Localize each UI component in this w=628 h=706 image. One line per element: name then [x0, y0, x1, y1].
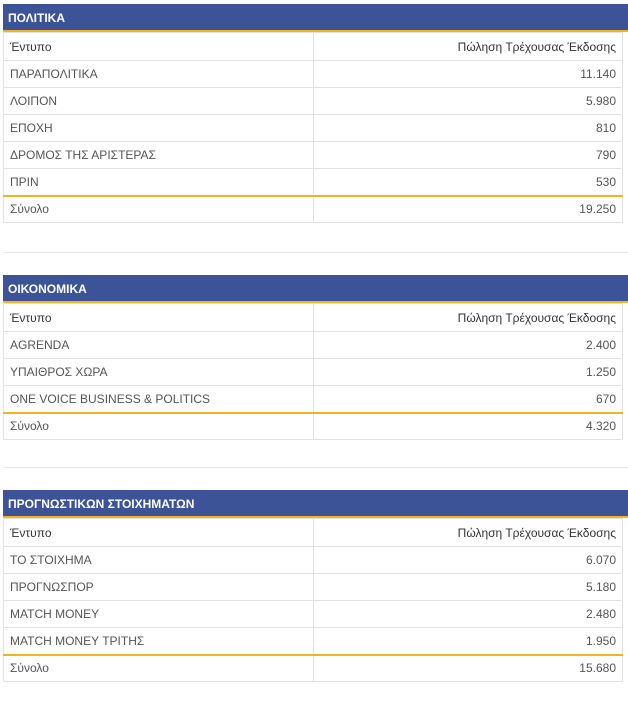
publication-name: AGRENDA [4, 332, 314, 359]
sales-table [3, 32, 623, 223]
publication-name: ΠΡΙΝ [4, 169, 314, 196]
total-label: Σύνολο [4, 655, 314, 682]
sales-value: 5.980 [314, 88, 623, 115]
total-row [4, 196, 623, 223]
table-row [4, 386, 623, 413]
publication-name: ΥΠΑΙΘΡΟΣ ΧΩΡΑ [4, 359, 314, 386]
column-header-title: Έντυπο [4, 519, 314, 547]
table-row [4, 628, 623, 655]
publication-name: ΛΟΙΠΟΝ [4, 88, 314, 115]
publication-name: ΠΡΟΓΝΩΣΠΟΡ [4, 574, 314, 601]
total-row [4, 413, 623, 440]
column-header-sales: Πώληση Τρέχουσας Έκδοσης [314, 519, 623, 547]
sales-value: 5.180 [314, 574, 623, 601]
publication-name: MATCH MONEY ΤΡΙΤΗΣ [4, 628, 314, 655]
sales-value: 530 [314, 169, 623, 196]
table-row [4, 601, 623, 628]
table-row [4, 61, 623, 88]
section-prognostikon [3, 490, 628, 682]
sales-value: 810 [314, 115, 623, 142]
table-header-row [4, 519, 623, 547]
section-title: ΠΟΛΙΤΙΚΑ [3, 4, 628, 32]
section-politika [3, 4, 628, 223]
sales-value: 790 [314, 142, 623, 169]
sales-value: 2.480 [314, 601, 623, 628]
total-value: 19.250 [314, 196, 623, 223]
table-row [4, 88, 623, 115]
publication-name: ΔΡΟΜΟΣ ΤΗΣ ΑΡΙΣΤΕΡΑΣ [4, 142, 314, 169]
sales-value: 6.070 [314, 547, 623, 574]
sales-value: 670 [314, 386, 623, 413]
sales-value: 1.950 [314, 628, 623, 655]
publication-name: ΕΠΟΧΗ [4, 115, 314, 142]
table-row [4, 574, 623, 601]
table-header-row [4, 304, 623, 332]
total-label: Σύνολο [4, 413, 314, 440]
publication-name: ONE VOICE BUSINESS & POLITICS [4, 386, 314, 413]
sales-value: 1.250 [314, 359, 623, 386]
column-header-sales: Πώληση Τρέχουσας Έκδοσης [314, 304, 623, 332]
column-header-title: Έντυπο [4, 304, 314, 332]
table-row [4, 547, 623, 574]
publication-name: ΠΑΡΑΠΟΛΙΤΙΚΑ [4, 61, 314, 88]
section-oikonomika [3, 275, 628, 440]
section-divider [3, 252, 628, 253]
total-label: Σύνολο [4, 196, 314, 223]
sales-value: 11.140 [314, 61, 623, 88]
publication-name: ΤΟ ΣΤΟΙΧΗΜΑ [4, 547, 314, 574]
sales-value: 2.400 [314, 332, 623, 359]
total-row [4, 655, 623, 682]
sales-table [3, 303, 623, 440]
section-title: ΟΙΚΟΝΟΜΙΚΑ [3, 275, 628, 303]
section-divider [3, 467, 628, 468]
section-title: ΠΡΟΓΝΩΣΤΙΚΩΝ ΣΤΟΙΧΗΜΑΤΩΝ [3, 490, 628, 518]
total-value: 4.320 [314, 413, 623, 440]
column-header-sales: Πώληση Τρέχουσας Έκδοσης [314, 33, 623, 61]
column-header-title: Έντυπο [4, 33, 314, 61]
table-row [4, 359, 623, 386]
table-row [4, 169, 623, 196]
sales-table [3, 518, 623, 682]
publication-name: MATCH MONEY [4, 601, 314, 628]
table-row [4, 142, 623, 169]
table-row [4, 332, 623, 359]
table-header-row [4, 33, 623, 61]
total-value: 15.680 [314, 655, 623, 682]
table-row [4, 115, 623, 142]
